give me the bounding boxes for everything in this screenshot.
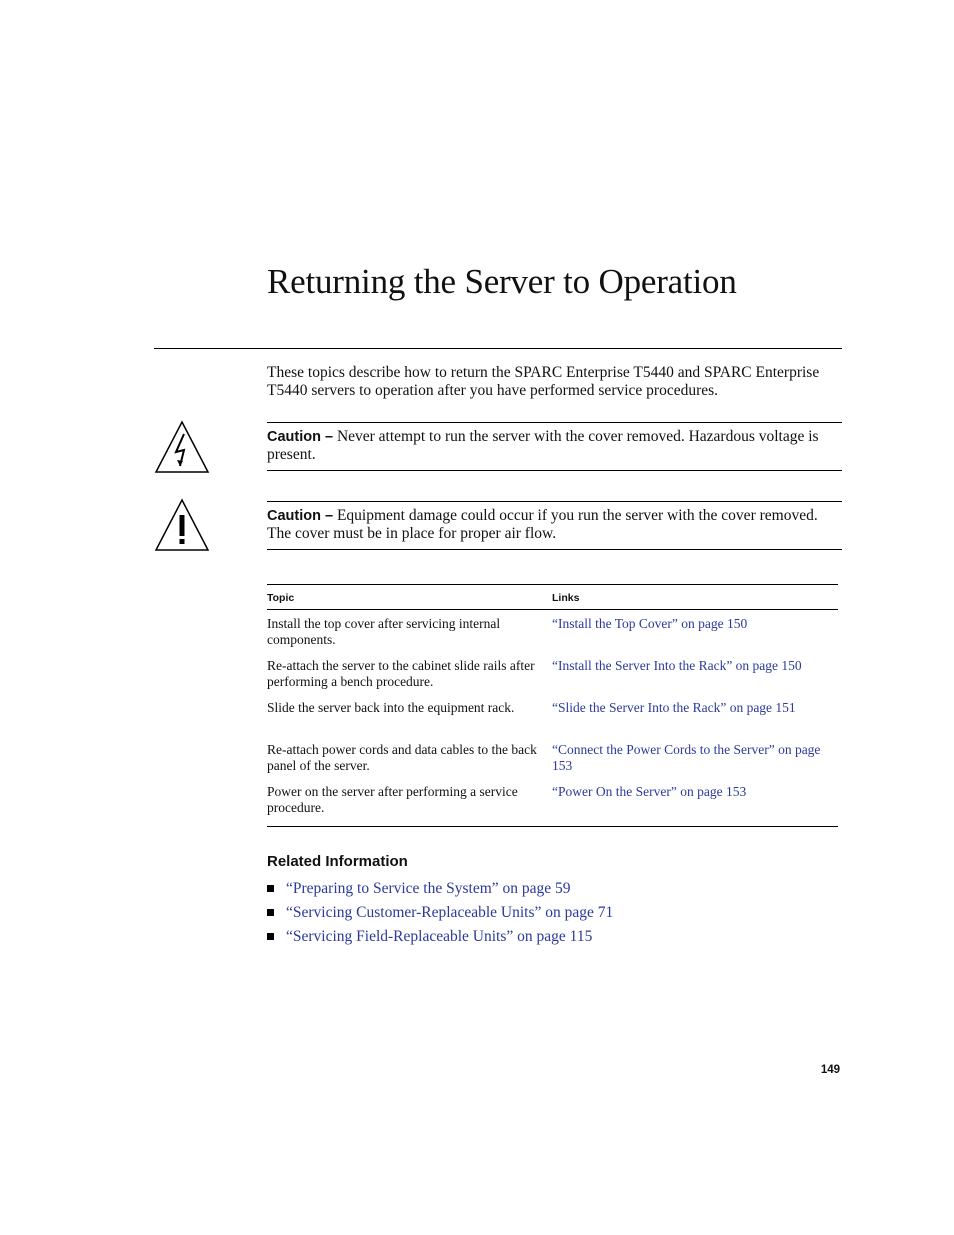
link-power-on-server[interactable]: “Power On the Server” on page 153 <box>552 784 747 799</box>
table-row <box>267 610 838 659</box>
table-row <box>267 658 838 700</box>
list-item <box>267 877 613 901</box>
related-information-list <box>267 877 613 949</box>
topic-cell: Power on the server after performing a service procedure. <box>267 784 518 815</box>
caution-text: Never attempt to run the server with the cover removed. Hazardous voltage is present. <box>267 428 819 463</box>
caution-label: Caution – <box>267 508 334 524</box>
table-row <box>267 700 838 742</box>
link-preparing-to-service[interactable]: “Preparing to Service the System” on page 59 <box>286 880 571 897</box>
link-install-server-into-rack[interactable]: “Install the Server Into the Rack” on page 150 <box>552 658 802 673</box>
topic-cell: Slide the server back into the equipment rack. <box>267 700 515 715</box>
link-slide-server-into-rack[interactable]: “Slide the Server Into the Rack” on page 151 <box>552 700 796 715</box>
link-servicing-cru[interactable]: “Servicing Customer-Replaceable Units” on page 71 <box>286 904 614 921</box>
link-connect-power-cords[interactable]: “Connect the Power Cords to the Server” on page 153 <box>552 742 821 773</box>
topic-cell: Install the top cover after servicing internal components. <box>267 616 501 647</box>
related-information-heading: Related Information <box>267 853 408 870</box>
caution-label: Caution – <box>267 429 334 445</box>
intro-paragraph: These topics describe how to return the SPARC Enterprise T5440 and SPARC Enterprise T5440 servers to operation after you have performed service procedures. <box>267 364 820 399</box>
caution-hazardous-voltage <box>267 422 842 471</box>
topics-table <box>267 584 838 827</box>
square-bullet-icon <box>267 933 274 940</box>
list-item <box>267 901 613 925</box>
link-install-top-cover[interactable]: “Install the Top Cover” on page 150 <box>552 616 748 631</box>
warning-exclamation-icon <box>154 498 210 552</box>
table-row <box>267 742 838 784</box>
square-bullet-icon <box>267 909 274 916</box>
column-header-links: Links <box>552 585 838 610</box>
topic-cell: Re-attach the server to the cabinet slide rails after performing a bench procedure. <box>267 658 535 689</box>
page-number: 149 <box>820 1064 840 1076</box>
title-divider <box>154 348 842 349</box>
square-bullet-icon <box>267 885 274 892</box>
electrical-hazard-icon <box>154 420 210 474</box>
table-row <box>267 784 838 827</box>
list-item <box>267 925 613 949</box>
column-header-topic: Topic <box>267 585 552 610</box>
page-title: Returning the Server to Operation <box>267 262 737 301</box>
caution-equipment-damage <box>267 501 842 550</box>
table-header-row <box>267 585 838 610</box>
link-servicing-fru[interactable]: “Servicing Field-Replaceable Units” on page 115 <box>286 928 593 945</box>
topic-cell: Re-attach power cords and data cables to the back panel of the server. <box>267 742 537 773</box>
caution-text: Equipment damage could occur if you run the server with the cover removed. The cover must be in place for proper air flow. <box>267 507 818 542</box>
